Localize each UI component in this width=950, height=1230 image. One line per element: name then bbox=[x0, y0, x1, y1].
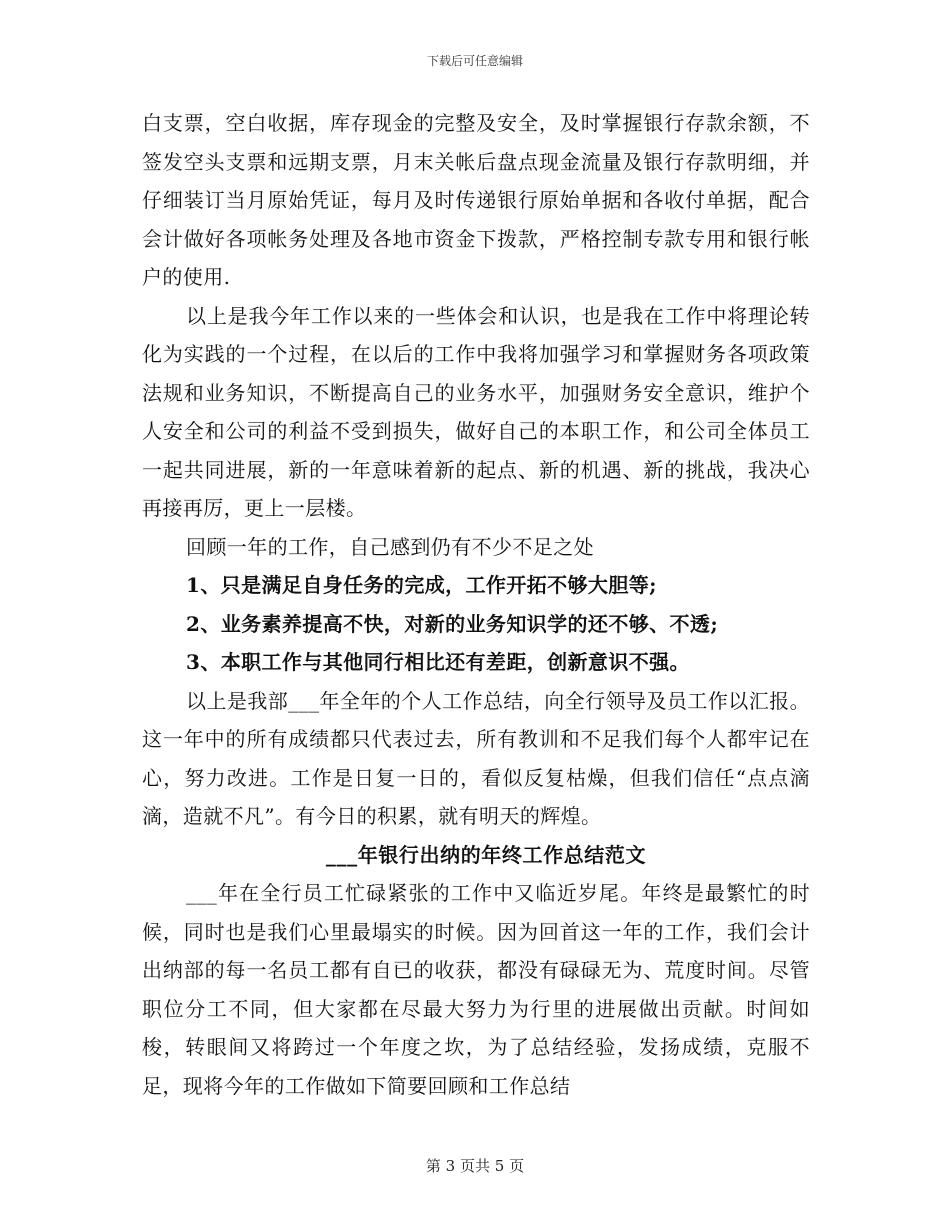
page-footer: 第 3 页共 5 页 bbox=[425, 1157, 525, 1175]
paragraph-summary-report: 以上是我部___年全年的个人工作总结，向全行领导及员工作以汇报。这一年中的所有成绩都只代表过去，所有教训和不足我们每个人都牢记在心，努力改进。工作是日复一日的，看似反复枯燥，但我们信任“点点滴滴，造就不凡”。有今日的积累，就有明天的辉煌。 bbox=[142, 688, 810, 828]
document-body bbox=[142, 104, 810, 1105]
shortcoming-item-2: 2、业务素养提高不快，对新的业务知识学的还不够、不透; bbox=[186, 611, 719, 636]
paragraph-year-end-intro: ___年在全行员工忙碌紧张的工作中又临近岁尾。年终是最繁忙的时候，同时也是我们心里最塌实的时候。因为回首这一年的工作，我们会计出纳部的每一名员工都有自已的收获，都没有碌碌无为、荒度时间。尽管职位分工不同，但大家都在尽最大努力为行里的进展做出贡献。时间如梭，转眼间又将跨过一个年度之坎，为了总结经验，发扬成绩，克服不足，现将今年的工作做如下简要回顾和工作总结 bbox=[142, 881, 810, 1098]
paragraph-shortcomings-intro: 回顾一年的工作，自己感到仍有不少不足之处 bbox=[186, 534, 594, 559]
section-title: ___年银行出纳的年终工作总结范文 bbox=[325, 842, 647, 867]
page-header: 下载后可任意编辑 bbox=[426, 54, 523, 68]
paragraph-reflection: 以上是我今年工作以来的一些体会和认识，也是我在工作中将理论转化为实践的一个过程，在以后的工作中我将加强学习和掌握财务各项政策法规和业务知识，不断提高自己的业务水平，加强财务安全意识，维护个人安全和公司的利益不受到损失，做好自己的本职工作，和公司全体员工一起共同进展，新的一年意味着新的起点、新的机遇、新的挑战，我决心再接再厉，更上一层楼。 bbox=[142, 303, 810, 520]
shortcoming-item-3: 3、本职工作与其他同行相比还有差距，创新意识不强。 bbox=[186, 650, 690, 674]
paragraph-continuation: 白支票，空白收据，库存现金的完整及安全，及时掌握银行存款余额，不签发空头支票和远期支票，月末关帐后盘点现金流量及银行存款明细，并仔细装订当月原始凭证，每月及时传递银行原始单据和各收付单据，配合会计做好各项帐务处理及各地市资金下拨款，严格控制专款专用和银行帐户的使用. bbox=[142, 111, 810, 289]
shortcoming-item-1: 1、只是满足自身任务的完成，工作开拓不够大胆等; bbox=[186, 573, 657, 597]
